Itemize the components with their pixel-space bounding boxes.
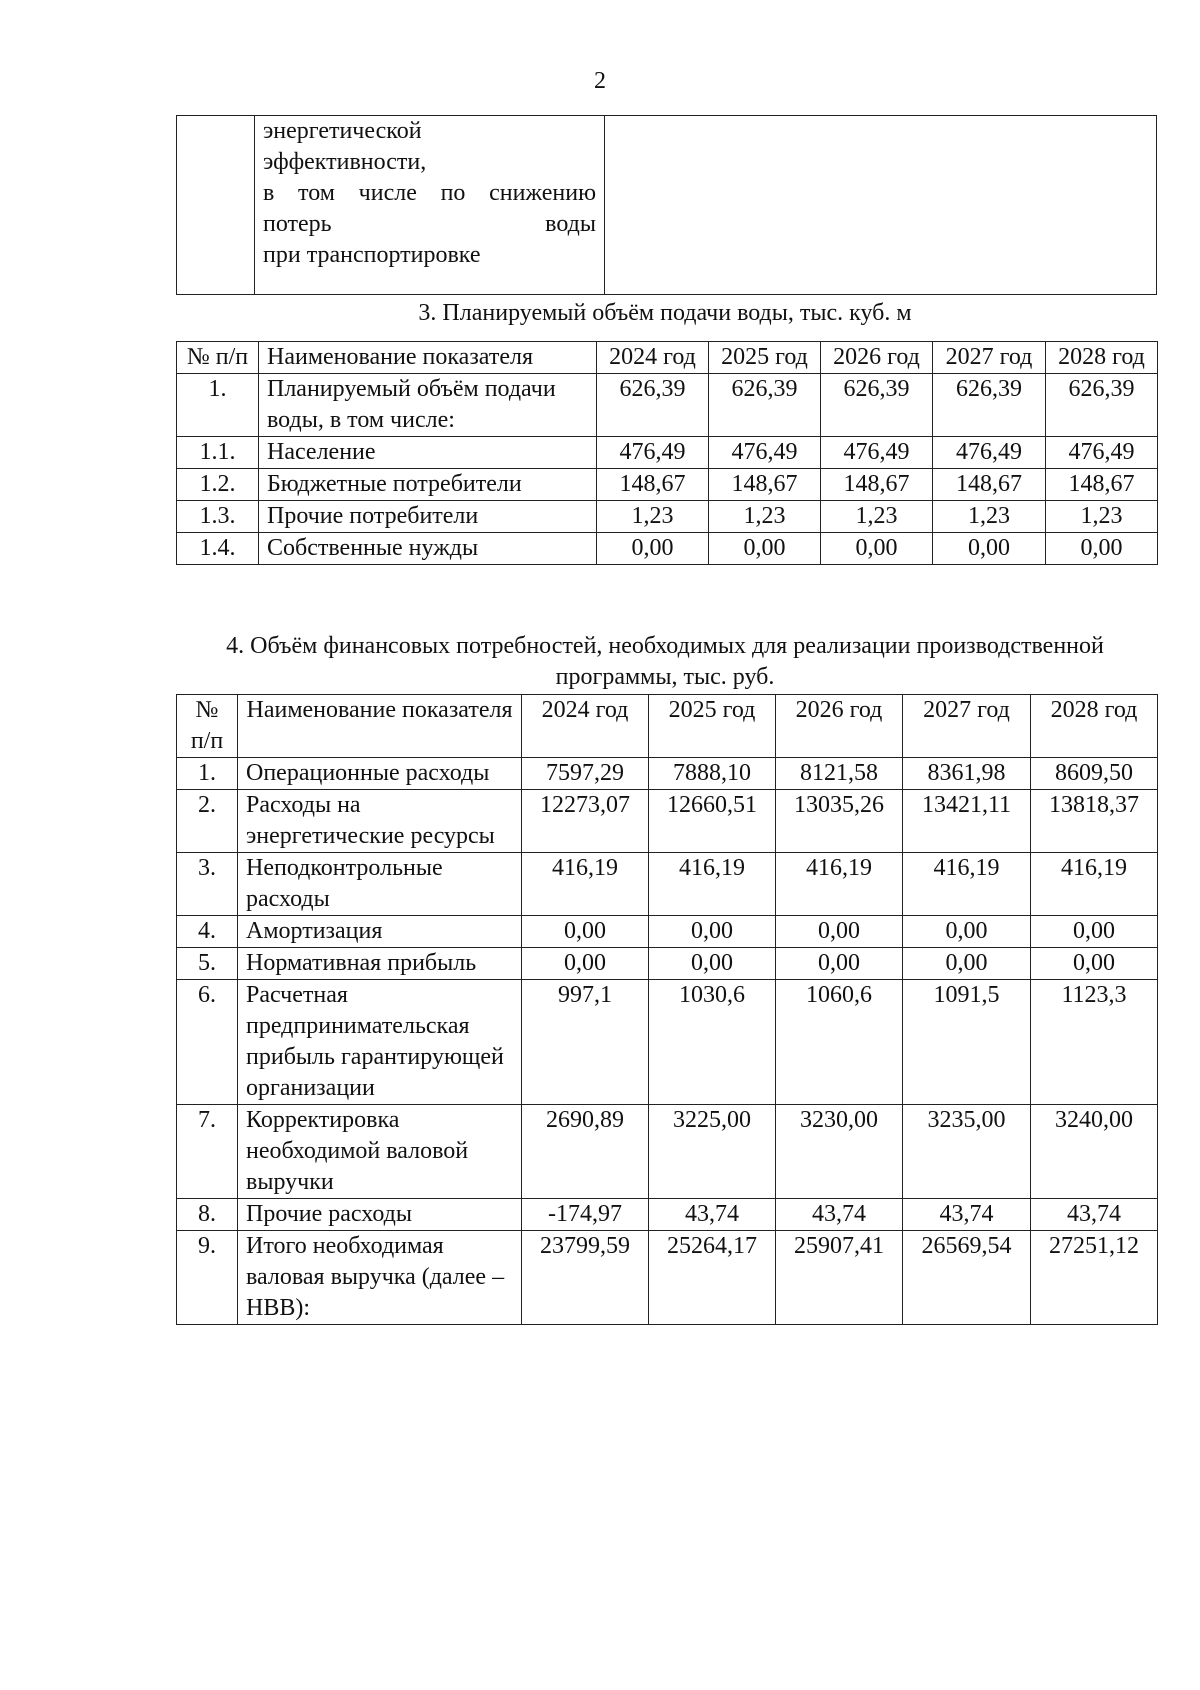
row-value: 13818,37 (1031, 790, 1158, 853)
row-name: Собственные нужды (259, 533, 597, 565)
row-value: 626,39 (1046, 374, 1158, 437)
table-row (177, 980, 1158, 1105)
row-num: 1.3. (177, 501, 259, 533)
header-name: Наименование показателя (259, 342, 597, 374)
row-value: 626,39 (933, 374, 1046, 437)
row-value: 8121,58 (776, 758, 903, 790)
row-num: 3. (177, 853, 238, 916)
header-year: 2028 год (1031, 695, 1158, 758)
row-value: 148,67 (1046, 469, 1158, 501)
row-value: 43,74 (649, 1199, 776, 1231)
section3-title: 3. Планируемый объём подачи воды, тыс. куб. м (418, 300, 912, 326)
row-name: Население (259, 437, 597, 469)
row-value: 0,00 (649, 916, 776, 948)
header-year: 2025 год (649, 695, 776, 758)
row-value: 0,00 (1046, 533, 1158, 565)
header-year: 2027 год (903, 695, 1031, 758)
row-value: 0,00 (776, 948, 903, 980)
header-year: 2026 год (776, 695, 903, 758)
row-num: 1.4. (177, 533, 259, 565)
row-name: Планируемый объём подачи воды, в том числе: (259, 374, 597, 437)
row-value: 0,00 (597, 533, 709, 565)
row-num: 4. (177, 916, 238, 948)
row-value: 13035,26 (776, 790, 903, 853)
table-row (177, 1199, 1158, 1231)
table-row (177, 374, 1158, 437)
row-name: Нормативная прибыль (238, 948, 522, 980)
table-row (177, 533, 1158, 565)
row-value: 43,74 (903, 1199, 1031, 1231)
row-value: 148,67 (709, 469, 821, 501)
row-value: 43,74 (776, 1199, 903, 1231)
row-value: 43,74 (1031, 1199, 1158, 1231)
row-value: 2690,89 (522, 1105, 649, 1199)
row-value: 416,19 (903, 853, 1031, 916)
row-value: 0,00 (709, 533, 821, 565)
row-value: 0,00 (522, 916, 649, 948)
num-cell (177, 116, 255, 295)
row-value: 416,19 (776, 853, 903, 916)
row-num: 7. (177, 1105, 238, 1199)
row-value: 0,00 (903, 948, 1031, 980)
row-value: 1,23 (709, 501, 821, 533)
header-year: 2024 год (597, 342, 709, 374)
table-row (177, 916, 1158, 948)
row-value: 476,49 (933, 437, 1046, 469)
row-value: 27251,12 (1031, 1231, 1158, 1325)
row-value: 8609,50 (1031, 758, 1158, 790)
table-row (177, 501, 1158, 533)
row-value: 3225,00 (649, 1105, 776, 1199)
row-value: 1091,5 (903, 980, 1031, 1105)
table-row (177, 948, 1158, 980)
row-name: Расчетная предпринимательская прибыль гарантирующей организации (238, 980, 522, 1105)
table-row (177, 853, 1158, 916)
row-value: 416,19 (522, 853, 649, 916)
row-name: Итого необходимая валовая выручка (далее – НВВ): (238, 1231, 522, 1325)
row-num: 5. (177, 948, 238, 980)
row-value: 0,00 (933, 533, 1046, 565)
row-value: 0,00 (522, 948, 649, 980)
row-num: 1. (177, 374, 259, 437)
row-name: Расходы на энергетические ресурсы (238, 790, 522, 853)
table-row (177, 437, 1158, 469)
header-year: 2024 год (522, 695, 649, 758)
row-value: 1,23 (597, 501, 709, 533)
row-value: 0,00 (1031, 916, 1158, 948)
text-line: при транспортировке (263, 242, 481, 268)
header-year: 2028 год (1046, 342, 1158, 374)
row-value: 3230,00 (776, 1105, 903, 1199)
table-header-row (177, 342, 1158, 374)
row-name: Корректировка необходимой валовой выручки (238, 1105, 522, 1199)
table-row (177, 1105, 1158, 1199)
table-row (177, 469, 1158, 501)
row-value: 7597,29 (522, 758, 649, 790)
row-value: 626,39 (821, 374, 933, 437)
row-value: 25264,17 (649, 1231, 776, 1325)
row-value: 0,00 (903, 916, 1031, 948)
row-num: 9. (177, 1231, 238, 1325)
row-value: 626,39 (709, 374, 821, 437)
row-value: 1123,3 (1031, 980, 1158, 1105)
table-row (177, 790, 1158, 853)
row-name: Амортизация (238, 916, 522, 948)
header-year: 2027 год (933, 342, 1046, 374)
row-value: 3240,00 (1031, 1105, 1158, 1199)
table-row (177, 758, 1158, 790)
row-value: 25907,41 (776, 1231, 903, 1325)
header-name: Наименование показателя (238, 695, 522, 758)
row-value: 476,49 (597, 437, 709, 469)
row-num: 8. (177, 1199, 238, 1231)
continuation-text-cell (255, 116, 605, 295)
row-value: 148,67 (597, 469, 709, 501)
row-value: 3235,00 (903, 1105, 1031, 1199)
row-value: 12273,07 (522, 790, 649, 853)
row-num: 1.2. (177, 469, 259, 501)
row-value: 476,49 (821, 437, 933, 469)
row-value: 1030,6 (649, 980, 776, 1105)
page-number: 2 (594, 68, 606, 94)
row-value: 8361,98 (903, 758, 1031, 790)
row-num: 6. (177, 980, 238, 1105)
text-line: потерь воды (263, 211, 596, 237)
row-value: 23799,59 (522, 1231, 649, 1325)
row-value: 476,49 (709, 437, 821, 469)
text-line: энергетической (263, 118, 422, 144)
row-value: 416,19 (649, 853, 776, 916)
row-num: 2. (177, 790, 238, 853)
row-value: 26569,54 (903, 1231, 1031, 1325)
financial-needs-table (176, 694, 1158, 1325)
table-row (177, 116, 1157, 295)
header-num: № п/п (177, 695, 238, 758)
row-name: Неподконтрольные расходы (238, 853, 522, 916)
row-num: 1. (177, 758, 238, 790)
row-name: Бюджетные потребители (259, 469, 597, 501)
table-header-row (177, 695, 1158, 758)
row-name: Операционные расходы (238, 758, 522, 790)
row-value: 148,67 (933, 469, 1046, 501)
row-name: Прочие расходы (238, 1199, 522, 1231)
row-value: 476,49 (1046, 437, 1158, 469)
row-value: 12660,51 (649, 790, 776, 853)
table-row (177, 1231, 1158, 1325)
header-num: № п/п (177, 342, 259, 374)
continuation-table (176, 115, 1157, 295)
text-line: в том числе по снижению (263, 180, 596, 206)
row-value: 0,00 (649, 948, 776, 980)
row-value: 1,23 (821, 501, 933, 533)
row-value: 0,00 (1031, 948, 1158, 980)
row-value: 626,39 (597, 374, 709, 437)
row-value: 416,19 (1031, 853, 1158, 916)
header-year: 2026 год (821, 342, 933, 374)
empty-cell (605, 116, 1157, 295)
header-year: 2025 год (709, 342, 821, 374)
section4-title: 4. Объём финансовых потребностей, необходимых для реализации производственной программы, тыс. руб. (226, 633, 1104, 690)
row-value: 997,1 (522, 980, 649, 1105)
water-supply-table (176, 341, 1158, 565)
row-value: 0,00 (821, 533, 933, 565)
row-value: 7888,10 (649, 758, 776, 790)
row-value: 1060,6 (776, 980, 903, 1105)
row-name: Прочие потребители (259, 501, 597, 533)
row-value: -174,97 (522, 1199, 649, 1231)
row-value: 1,23 (933, 501, 1046, 533)
row-num: 1.1. (177, 437, 259, 469)
row-value: 148,67 (821, 469, 933, 501)
row-value: 0,00 (776, 916, 903, 948)
text-line: эффективности, (263, 149, 427, 175)
row-value: 13421,11 (903, 790, 1031, 853)
row-value: 1,23 (1046, 501, 1158, 533)
